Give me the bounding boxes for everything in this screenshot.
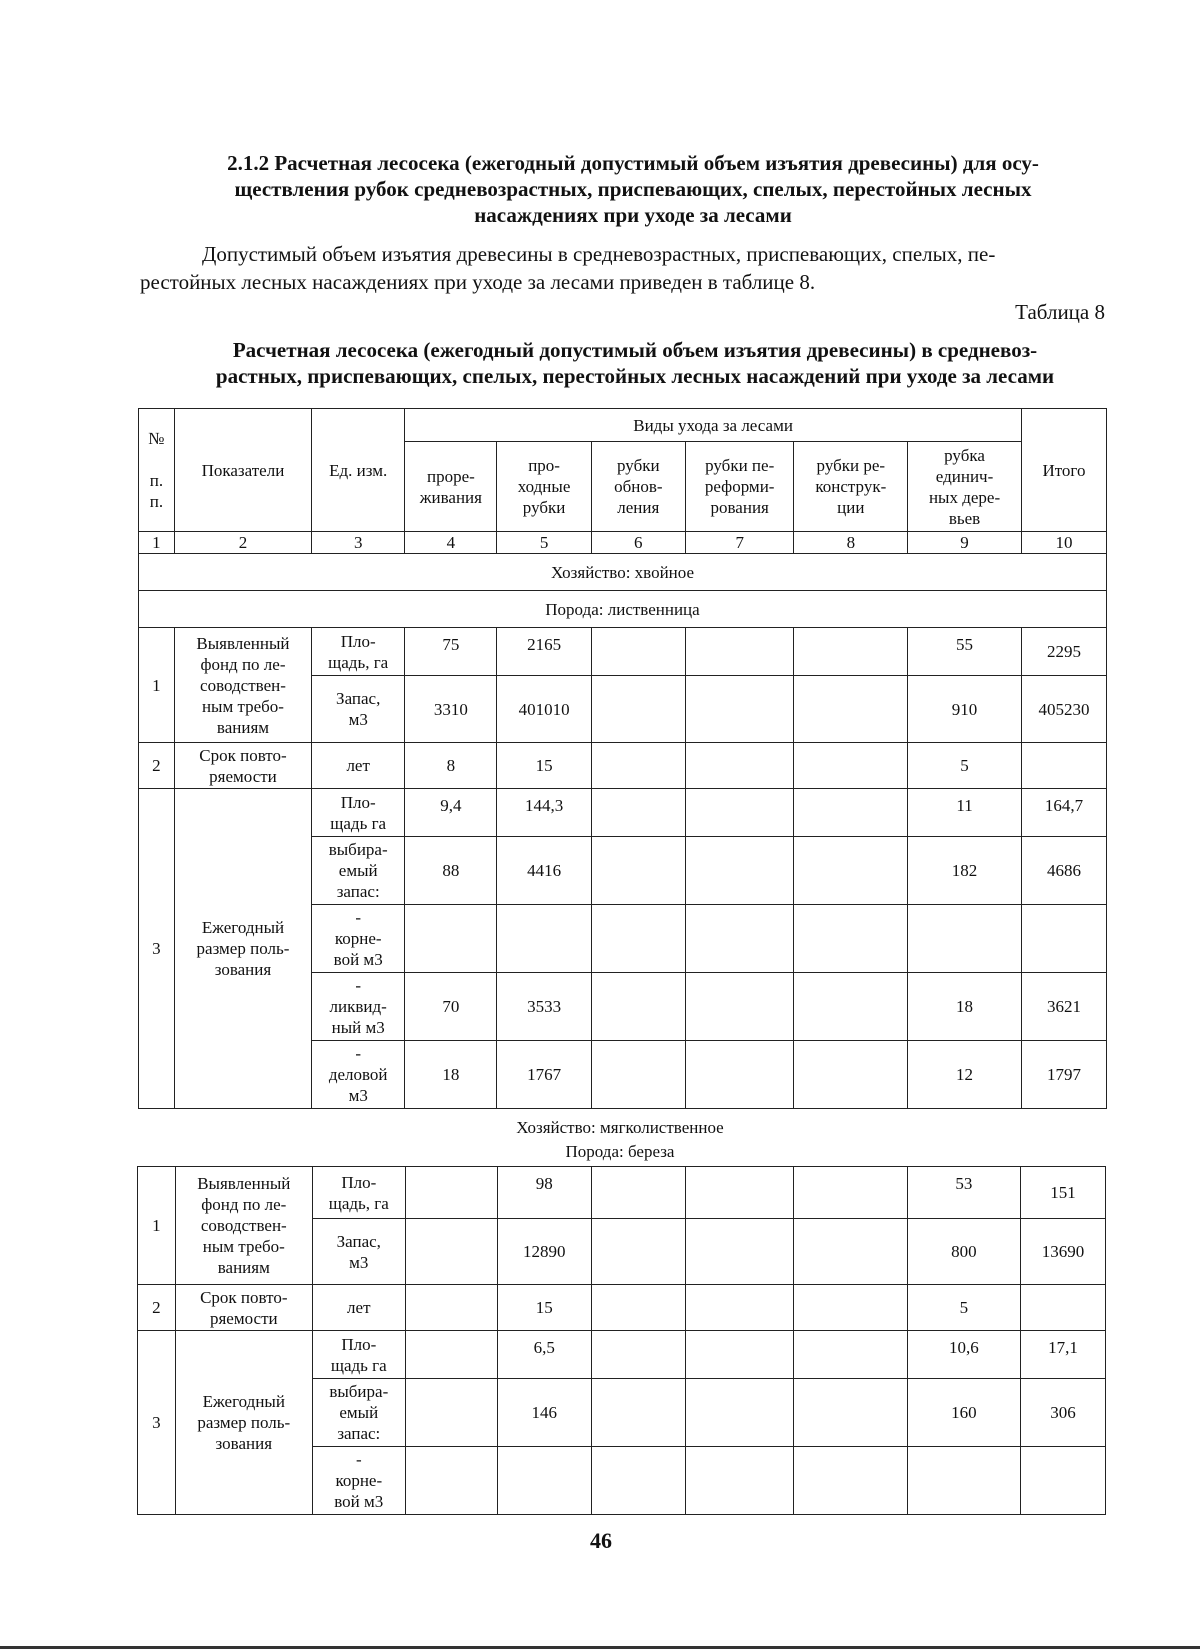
table-row	[139, 789, 1107, 837]
row-label: Срок повто- ряемости	[174, 743, 311, 789]
value-cell: 12	[908, 1041, 1022, 1109]
value-cell: 98	[497, 1167, 591, 1219]
farm-label: Хозяйство: хвойное	[139, 554, 1107, 591]
value-cell	[591, 905, 685, 973]
value-cell: 3310	[405, 676, 497, 743]
value-cell: 306	[1021, 1379, 1106, 1447]
value-cell	[794, 1041, 908, 1109]
unit-cell: - ликвид- ный м3	[312, 973, 405, 1041]
heading-line-1: 2.1.2 Расчетная лесосека (ежегодный допустимый объем изъятия древесины) для осу-	[227, 151, 1039, 175]
index-cell: 5	[497, 532, 591, 554]
header-care-types: Виды ухода за лесами	[405, 409, 1022, 442]
value-cell	[591, 1285, 685, 1331]
table-label: Таблица 8	[1015, 300, 1105, 324]
value-cell	[497, 1447, 591, 1515]
value-cell	[405, 1167, 497, 1219]
header-unit: Ед. изм.	[312, 409, 405, 532]
value-cell	[405, 905, 497, 973]
value-cell	[591, 1447, 685, 1515]
row-number: 2	[138, 1285, 176, 1331]
header-reconstruction-cuts: рубки ре- конструк- ции	[794, 442, 908, 532]
table-title-line-2: растных, приспевающих, спелых, перестойных лесных насаждений при уходе за лесами	[215, 364, 1055, 388]
value-cell	[1021, 1285, 1106, 1331]
value-cell	[794, 628, 908, 676]
value-cell: 1797	[1021, 1041, 1106, 1109]
value-cell	[685, 789, 794, 837]
table-row	[138, 1285, 1106, 1331]
value-cell: 2165	[497, 628, 591, 676]
value-cell	[405, 1331, 497, 1379]
table-title	[170, 337, 1100, 389]
value-cell	[591, 789, 685, 837]
index-cell: 9	[908, 532, 1022, 554]
index-cell: 8	[794, 532, 908, 554]
species-label: Порода: лиственница	[139, 591, 1107, 628]
value-cell: 144,3	[497, 789, 591, 837]
value-cell	[794, 905, 908, 973]
unit-cell: выбира- емый запас:	[312, 1379, 405, 1447]
value-cell: 5	[907, 1285, 1020, 1331]
value-cell	[1021, 1447, 1106, 1515]
unit-cell: - деловой м3	[312, 1041, 405, 1109]
unit-cell: лет	[312, 1285, 405, 1331]
value-cell	[1021, 905, 1106, 973]
row-number: 2	[139, 743, 175, 789]
value-cell	[685, 1041, 794, 1109]
unit-cell: Пло- щадь, га	[312, 628, 405, 676]
value-cell	[794, 973, 908, 1041]
value-cell	[405, 1447, 497, 1515]
header-passing-cuts: про- ходные рубки	[497, 442, 591, 532]
header-renewal-cuts: рубки обнов- ления	[591, 442, 685, 532]
value-cell: 3621	[1021, 973, 1106, 1041]
row-number: 1	[139, 628, 175, 743]
value-cell: 146	[497, 1379, 591, 1447]
column-index-row	[139, 532, 1107, 554]
value-cell	[591, 743, 685, 789]
table-row	[139, 743, 1107, 789]
value-cell	[685, 1285, 793, 1331]
value-cell	[405, 1379, 497, 1447]
paragraph-line-2: рестойных лесных насаждениях при уходе за лесами приведен в таблице 8.	[140, 270, 816, 294]
index-cell: 3	[312, 532, 405, 554]
value-cell	[685, 1447, 793, 1515]
bottom-rule	[0, 1646, 1200, 1649]
value-cell	[685, 905, 794, 973]
unit-cell: выбира- емый запас:	[312, 837, 405, 905]
index-cell: 4	[405, 532, 497, 554]
value-cell: 18	[405, 1041, 497, 1109]
row-number: 1	[138, 1167, 176, 1285]
value-cell: 6,5	[497, 1331, 591, 1379]
value-cell: 910	[908, 676, 1022, 743]
value-cell	[794, 1167, 907, 1219]
value-cell: 70	[405, 973, 497, 1041]
header-thinning: проре- живания	[405, 442, 497, 532]
value-cell: 182	[908, 837, 1022, 905]
header-indicators: Показатели	[174, 409, 311, 532]
value-cell	[591, 1379, 685, 1447]
value-cell	[794, 1219, 907, 1285]
row-number: 3	[139, 789, 175, 1109]
value-cell	[405, 1219, 497, 1285]
value-cell: 55	[908, 628, 1022, 676]
paragraph-line-1: Допустимый объем изъятия древесины в средневозрастных, приспевающих, спелых, пе-	[202, 242, 996, 266]
value-cell	[794, 1379, 907, 1447]
farm-label-2: Хозяйство: мягколиственное	[516, 1118, 724, 1137]
index-cell: 10	[1021, 532, 1106, 554]
section-heading	[168, 150, 1098, 228]
header-total: Итого	[1021, 409, 1106, 532]
value-cell: 800	[907, 1219, 1020, 1285]
value-cell: 17,1	[1021, 1331, 1106, 1379]
value-cell	[685, 628, 794, 676]
value-cell	[405, 1285, 497, 1331]
index-cell: 6	[591, 532, 685, 554]
value-cell	[685, 676, 794, 743]
value-cell	[794, 1447, 907, 1515]
value-cell: 88	[405, 837, 497, 905]
value-cell	[685, 1379, 793, 1447]
value-cell: 1767	[497, 1041, 591, 1109]
unit-cell: Пло- щадь га	[312, 1331, 405, 1379]
value-cell: 53	[907, 1167, 1020, 1219]
value-cell	[794, 676, 908, 743]
unit-cell: - корне- вой м3	[312, 1447, 405, 1515]
value-cell: 12890	[497, 1219, 591, 1285]
value-cell: 9,4	[405, 789, 497, 837]
unit-cell: Запас, м3	[312, 1219, 405, 1285]
table-title-line-1: Расчетная лесосека (ежегодный допустимый объем изъятия древесины) в средневоз-	[232, 338, 1038, 362]
value-cell: 4416	[497, 837, 591, 905]
value-cell: 164,7	[1021, 789, 1106, 837]
header-single-tree-cuts: рубка единич- ных дере- вьев	[908, 442, 1022, 532]
value-cell: 8	[405, 743, 497, 789]
value-cell: 160	[907, 1379, 1020, 1447]
value-cell	[908, 905, 1022, 973]
value-cell: 2295	[1021, 628, 1106, 676]
value-cell: 405230	[1021, 676, 1106, 743]
value-cell: 10,6	[907, 1331, 1020, 1379]
value-cell: 151	[1021, 1167, 1106, 1219]
value-cell: 5	[908, 743, 1022, 789]
value-cell	[685, 1219, 793, 1285]
value-cell	[685, 743, 794, 789]
unit-cell: - корне- вой м3	[312, 905, 405, 973]
value-cell	[794, 1285, 907, 1331]
value-cell	[685, 1331, 793, 1379]
value-cell	[794, 837, 908, 905]
unit-cell: Запас, м3	[312, 676, 405, 743]
value-cell: 75	[405, 628, 497, 676]
value-cell: 4686	[1021, 837, 1106, 905]
header-num: № п. п.	[139, 409, 175, 532]
value-cell	[591, 676, 685, 743]
value-cell	[591, 1219, 685, 1285]
table-row	[139, 628, 1107, 676]
unit-cell: Пло- щадь, га	[312, 1167, 405, 1219]
table-part-2	[137, 1166, 1106, 1515]
row-label: Выявленный фонд по ле- соводствен- ным требо- ваниям	[174, 628, 311, 743]
row-number: 3	[138, 1331, 176, 1515]
value-cell	[794, 1331, 907, 1379]
table-part-1	[138, 408, 1107, 1109]
value-cell: 15	[497, 1285, 591, 1331]
value-cell: 3533	[497, 973, 591, 1041]
value-cell	[1021, 743, 1106, 789]
value-cell	[794, 789, 908, 837]
table-row	[138, 1331, 1106, 1379]
value-cell	[497, 905, 591, 973]
index-cell: 7	[685, 532, 794, 554]
heading-line-2: ществления рубок средневозрастных, приспевающих, спелых, перестойных лесных	[234, 177, 1032, 201]
index-cell: 2	[174, 532, 311, 554]
value-cell	[591, 973, 685, 1041]
value-cell	[907, 1447, 1020, 1515]
value-cell	[591, 837, 685, 905]
value-cell: 13690	[1021, 1219, 1106, 1285]
value-cell: 15	[497, 743, 591, 789]
heading-line-3: насаждениях при уходе за лесами	[474, 203, 792, 227]
value-cell	[685, 973, 794, 1041]
row-label: Ежегодный размер поль- зования	[174, 789, 311, 1109]
page-number: 46	[590, 1528, 612, 1553]
unit-cell: лет	[312, 743, 405, 789]
row-label: Выявленный фонд по ле- соводствен- ным требо- ваниям	[175, 1167, 312, 1285]
intro-paragraph	[140, 240, 1100, 296]
value-cell	[591, 1041, 685, 1109]
index-cell: 1	[139, 532, 175, 554]
value-cell	[591, 1331, 685, 1379]
value-cell	[685, 1167, 793, 1219]
value-cell: 18	[908, 973, 1022, 1041]
row-label: Срок повто- ряемости	[175, 1285, 312, 1331]
unit-cell: Пло- щадь га	[312, 789, 405, 837]
value-cell	[794, 743, 908, 789]
header-reformation-cuts: рубки пе- реформи- рования	[685, 442, 794, 532]
row-label: Ежегодный размер поль- зования	[175, 1331, 312, 1515]
species-label-2: Порода: береза	[565, 1142, 675, 1161]
value-cell	[591, 628, 685, 676]
value-cell: 11	[908, 789, 1022, 837]
value-cell: 401010	[497, 676, 591, 743]
value-cell	[685, 837, 794, 905]
value-cell	[591, 1167, 685, 1219]
table-row	[138, 1167, 1106, 1219]
